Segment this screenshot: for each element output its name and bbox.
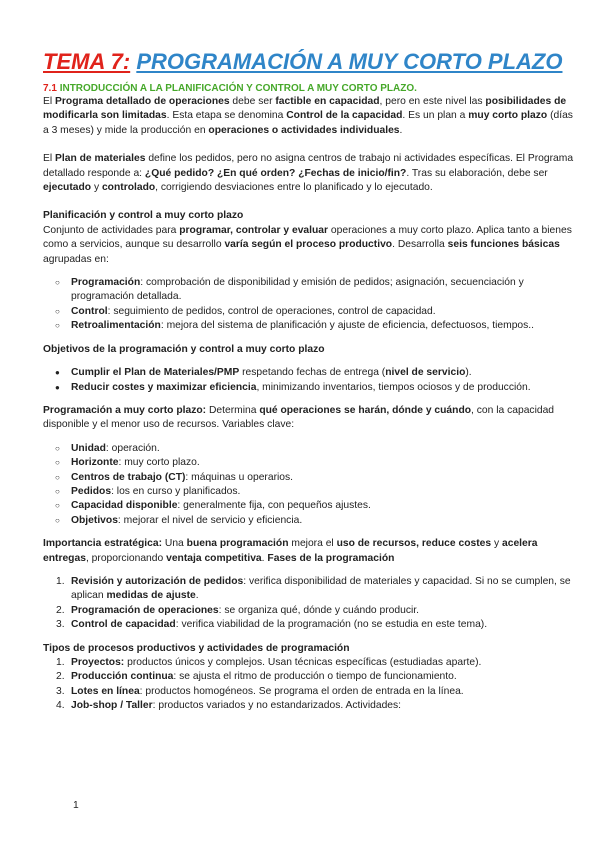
list-item: 2. Programación de operaciones: se organiza qué, dónde y cuándo producir. xyxy=(56,604,419,616)
list-item: ○ Retroalimentación: mejora del sistema de planificación y ajuste de eficiencia, defectuosos, tiempos.. xyxy=(43,319,575,333)
importance-paragraph: Importancia estratégica: Una buena programación mejora el uso de recursos, reduce costes y acelera entregas, proporcionando ventaja competitiva. Fases de la programación xyxy=(43,538,538,564)
intro-paragraph-1: El Programa detallado de operaciones debe ser factible en capacidad, pero en este nivel las posibilidades de modificarla son limitadas. Esta etapa se denomina Control de la capacidad. Es un plan a muy corto plazo (días a 3 meses) y mide la producción en operaciones o actividades individuales. xyxy=(43,96,573,136)
list-item: ○ Control: seguimiento de pedidos, control de operaciones, control de capacidad. xyxy=(43,305,575,319)
list-item: ○ Objetivos: mejorar el nivel de servicio y eficiencia. xyxy=(43,514,575,528)
section-number: 7.1 xyxy=(43,83,57,94)
list-item: ○ Pedidos: los en curso y planificados. xyxy=(43,485,575,499)
document-page xyxy=(43,48,575,714)
list-item: ○ Horizonte: muy corto plazo. xyxy=(43,456,575,470)
list-item: 3. Control de capacidad: verifica viabilidad de la programación (no se estudia en este tema). xyxy=(56,619,488,631)
section-heading xyxy=(43,82,575,95)
intro-paragraph-2: El Plan de materiales define los pedidos, pero no asigna centros de trabajo ni actividades específicas. El Programa detallado responde a: ¿Qué pedido? ¿En qué orden? ¿Fechas de inicio/fin?. Tras su elaboración, debe ser ejecutado y controlado, corrigiendo desviaciones entre lo planificado y lo ejecutado. xyxy=(43,153,574,194)
process-types-list xyxy=(43,656,575,714)
process-types-heading: Tipos de procesos productivos y actividades de programación xyxy=(43,642,350,654)
planning-functions-list xyxy=(43,276,575,334)
title-main: PROGRAMACIÓN A MUY CORTO PLAZO xyxy=(136,49,563,74)
list-item: 4. Job-shop / Taller: productos variados y no estandarizados. Actividades: xyxy=(56,700,402,712)
list-item: 1. Proyectos: productos únicos y complejos. Usan técnicas específicas (estudiadas aparte). xyxy=(56,657,482,668)
list-item: 1. Revisión y autorización de pedidos: verifica disponibilidad de materiales y capacidad. Si no se cumplen, se aplican medidas de ajuste. xyxy=(56,575,571,602)
key-variables-list xyxy=(43,442,575,528)
list-item: 3. Lotes en línea: productos homogéneos. Se programa el orden de entrada en la línea. xyxy=(56,685,464,697)
page-number: 1 xyxy=(73,800,79,811)
list-item: ○ Centros de trabajo (CT): máquinas u operarios. xyxy=(43,471,575,485)
objectives-list xyxy=(43,366,575,395)
list-item: ○ Unidad: operación. xyxy=(43,442,575,456)
list-item: ● Cumplir el Plan de Materiales/PMP respetando fechas de entrega (nivel de servicio). xyxy=(43,366,575,380)
phases-list xyxy=(43,575,575,633)
objectives-heading: Objetivos de la programación y control a muy corto plazo xyxy=(43,343,325,355)
planning-paragraph: Conjunto de actividades para programar, controlar y evaluar operaciones a muy corto plazo. Aplica tanto a bienes como a servicios, aunque su desarrollo varía según el proceso productivo. Desarrolla seis funciones básicas agrupadas en: xyxy=(43,224,572,265)
page-title xyxy=(43,48,575,76)
list-item: ○ Capacidad disponible: generalmente fija, con pequeños ajustes. xyxy=(43,499,575,513)
list-item: 2. Producción continua: se ajusta el ritmo de producción o tiempo de funcionamiento. xyxy=(56,671,457,683)
list-item: ● Reducir costes y maximizar eficiencia, minimizando inventarios, tiempos ociosos y de producción. xyxy=(43,381,575,395)
section-title: INTRODUCCIÓN A LA PLANIFICACIÓN Y CONTROL A MUY CORTO PLAZO. xyxy=(59,83,417,94)
title-prefix: TEMA 7: xyxy=(43,49,131,74)
list-item: ○ Programación: comprobación de disponibilidad y emisión de pedidos; asignación, secuenciación y programación detallada. xyxy=(43,276,575,305)
short-term-paragraph: Programación a muy corto plazo: Determina qué operaciones se harán, dónde y cuándo, con la capacidad disponible y el menor uso de recursos. Variables clave: xyxy=(43,404,555,431)
planning-heading: Planificación y control a muy corto plazo xyxy=(43,210,244,222)
